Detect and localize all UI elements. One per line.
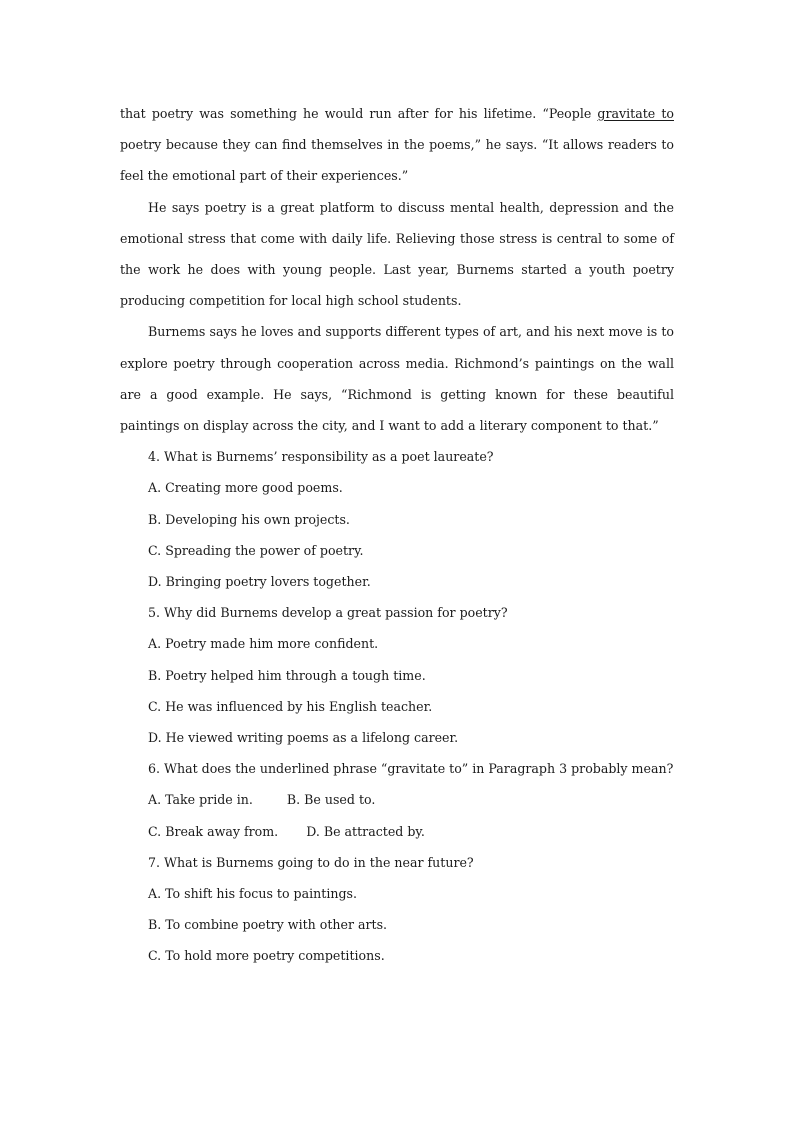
document-page [120,98,674,972]
underlined-phrase: gravitate to [597,106,674,121]
question-4-option-b: B. Developing his own projects. [148,511,350,527]
question-6-stem: 6. What does the underlined phrase “gravitate to” in Paragraph 3 probably mean? [148,761,674,777]
question-7-option-c: C. To hold more poetry competitions. [148,948,385,964]
question-7-stem: 7. What is Burnems going to do in the near future? [148,854,474,870]
question-6-option-a: A. Take pride in. [148,792,253,808]
question-6-options-cd [120,816,674,847]
question-4-option-a: A. Creating more good poems. [148,480,343,496]
question-7-option-a: A. To shift his focus to paintings. [148,886,357,902]
question-7-option-b: B. To combine poetry with other arts. [148,917,388,933]
question-6-option-b: B. Be used to. [286,792,376,808]
paragraph-3: Burnems says he loves and supports different types of art, and his next move is to explore poetry through cooperation across media. Richmond’s paintings on the wall are a good example. He says, “Richmond is getting known for these beautiful paintings on display across the city, and I want to add a literary component to that.” [120,324,674,434]
paragraph-2: He says poetry is a great platform to discuss mental health, depression and the emotional stress that come with daily life. Relieving those stress is central to some of the work he does with young people. Last year, Burnems started a youth poetry producing competition for local high school students. [120,199,674,309]
paragraph-1-text-start: that poetry was something he would run after for his lifetime. “People [120,106,598,121]
question-5-stem: 5. Why did Burnems develop a great passion for poetry? [148,605,508,621]
paragraph-1 [120,98,674,192]
question-6-option-c: C. Break away from. [148,823,279,839]
question-5-option-b: B. Poetry helped him through a tough time. [148,667,426,683]
question-5-option-d: D. He viewed writing poems as a lifelong career. [148,730,459,746]
question-4-option-c: C. Spreading the power of poetry. [148,542,364,558]
question-5-option-a: A. Poetry made him more confident. [148,636,379,652]
question-6-option-d: D. Be attracted by. [306,823,425,839]
paragraph-1-text-end: poetry because they can find themselves in the poems,” he says. “It allows readers to feel the emotional part of their experiences.” [120,137,674,184]
question-6-options-ab [120,784,674,815]
question-4-option-d: D. Bringing poetry lovers together. [148,574,371,590]
question-4-stem: 4. What is Burnems’ responsibility as a poet laureate? [148,449,494,465]
question-5-option-c: C. He was influenced by his English teacher. [148,698,433,714]
